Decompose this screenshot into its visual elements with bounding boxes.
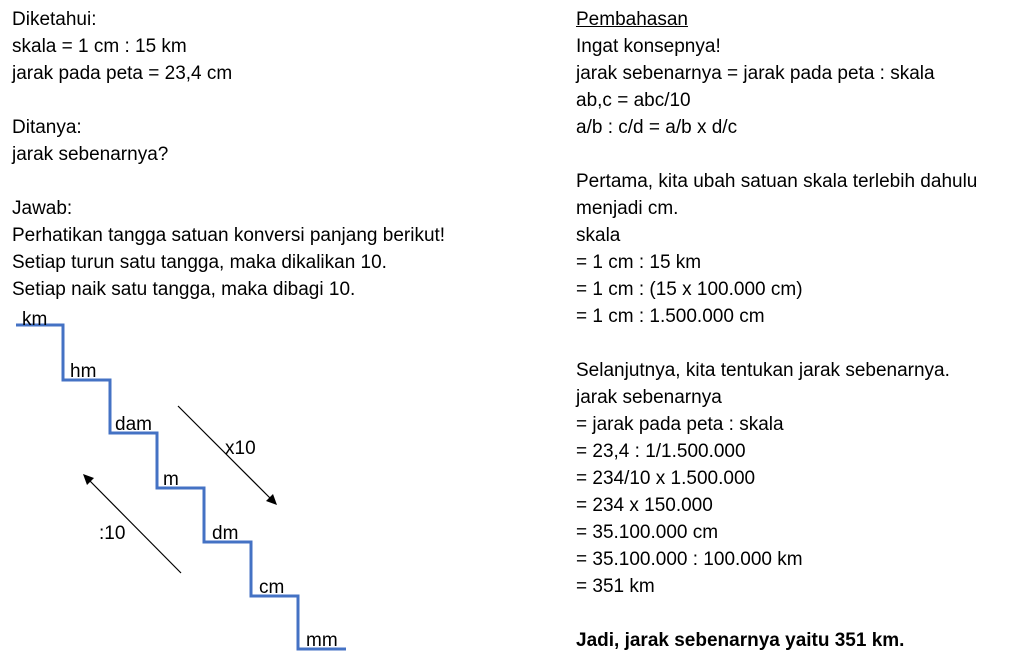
intro-line-3: ab,c = abc/10 bbox=[576, 90, 691, 111]
unit-mm: mm bbox=[306, 630, 338, 651]
step2-line-5: = 234/10 x 1.500.000 bbox=[576, 468, 756, 489]
step1-line-6: = 1 cm : 1.500.000 cm bbox=[576, 306, 765, 327]
discussion-heading: Pembahasan bbox=[576, 9, 688, 30]
answer-line-1: Perhatikan tangga satuan konversi panjang berikut! bbox=[12, 225, 446, 246]
answer-heading: Jawab: bbox=[12, 198, 73, 219]
known-scale: skala = 1 cm : 15 km bbox=[12, 36, 187, 57]
unit-dm: dm bbox=[212, 523, 239, 544]
unit-dam: dam bbox=[115, 414, 152, 435]
step1-line-4: = 1 cm : 15 km bbox=[576, 252, 702, 273]
intro-line-2: jarak sebenarnya = jarak pada peta : skala bbox=[576, 63, 935, 84]
answer-line-2: Setiap turun satu tangga, maka dikalikan 10. bbox=[12, 252, 387, 273]
discussion-section bbox=[576, 6, 1016, 654]
unit-km: km bbox=[22, 309, 48, 330]
intro-line-4: a/b : c/d = a/b x d/c bbox=[576, 117, 738, 138]
up-label: :10 bbox=[99, 523, 126, 544]
answer-line-3: Setiap naik satu tangga, maka dibagi 10. bbox=[12, 279, 356, 300]
step2-line-3: = jarak pada peta : skala bbox=[576, 414, 784, 435]
step1-line-1: Pertama, kita ubah satuan skala terlebih dahulu bbox=[576, 171, 978, 192]
asked-text: jarak sebenarnya? bbox=[12, 144, 169, 165]
intro-line-1: Ingat konsepnya! bbox=[576, 36, 721, 57]
unit-m: m bbox=[163, 469, 179, 490]
unit-hm: hm bbox=[70, 361, 97, 382]
step2-line-6: = 234 x 150.000 bbox=[576, 495, 713, 516]
step1-line-3: skala bbox=[576, 225, 621, 246]
stair-line bbox=[16, 325, 346, 649]
known-heading: Diketahui: bbox=[12, 9, 97, 30]
asked-heading: Ditanya: bbox=[12, 117, 82, 138]
step1-line-2: menjadi cm. bbox=[576, 198, 679, 219]
conclusion: Jadi, jarak sebenarnya yaitu 351 km. bbox=[576, 630, 905, 651]
unit-cm: cm bbox=[259, 577, 285, 598]
step2-line-2: jarak sebenarnya bbox=[576, 387, 722, 408]
step2-line-4: = 23,4 : 1/1.500.000 bbox=[576, 441, 746, 462]
step2-line-9: = 351 km bbox=[576, 576, 655, 597]
step2-line-1: Selanjutnya, kita tentukan jarak sebenarnya. bbox=[576, 360, 950, 381]
step2-line-7: = 35.100.000 cm bbox=[576, 522, 719, 543]
down-label: x10 bbox=[225, 438, 256, 459]
known-map-distance: jarak pada peta = 23,4 cm bbox=[12, 63, 233, 84]
step2-line-8: = 35.100.000 : 100.000 km bbox=[576, 549, 803, 570]
step1-line-5: = 1 cm : (15 x 100.000 cm) bbox=[576, 279, 803, 300]
